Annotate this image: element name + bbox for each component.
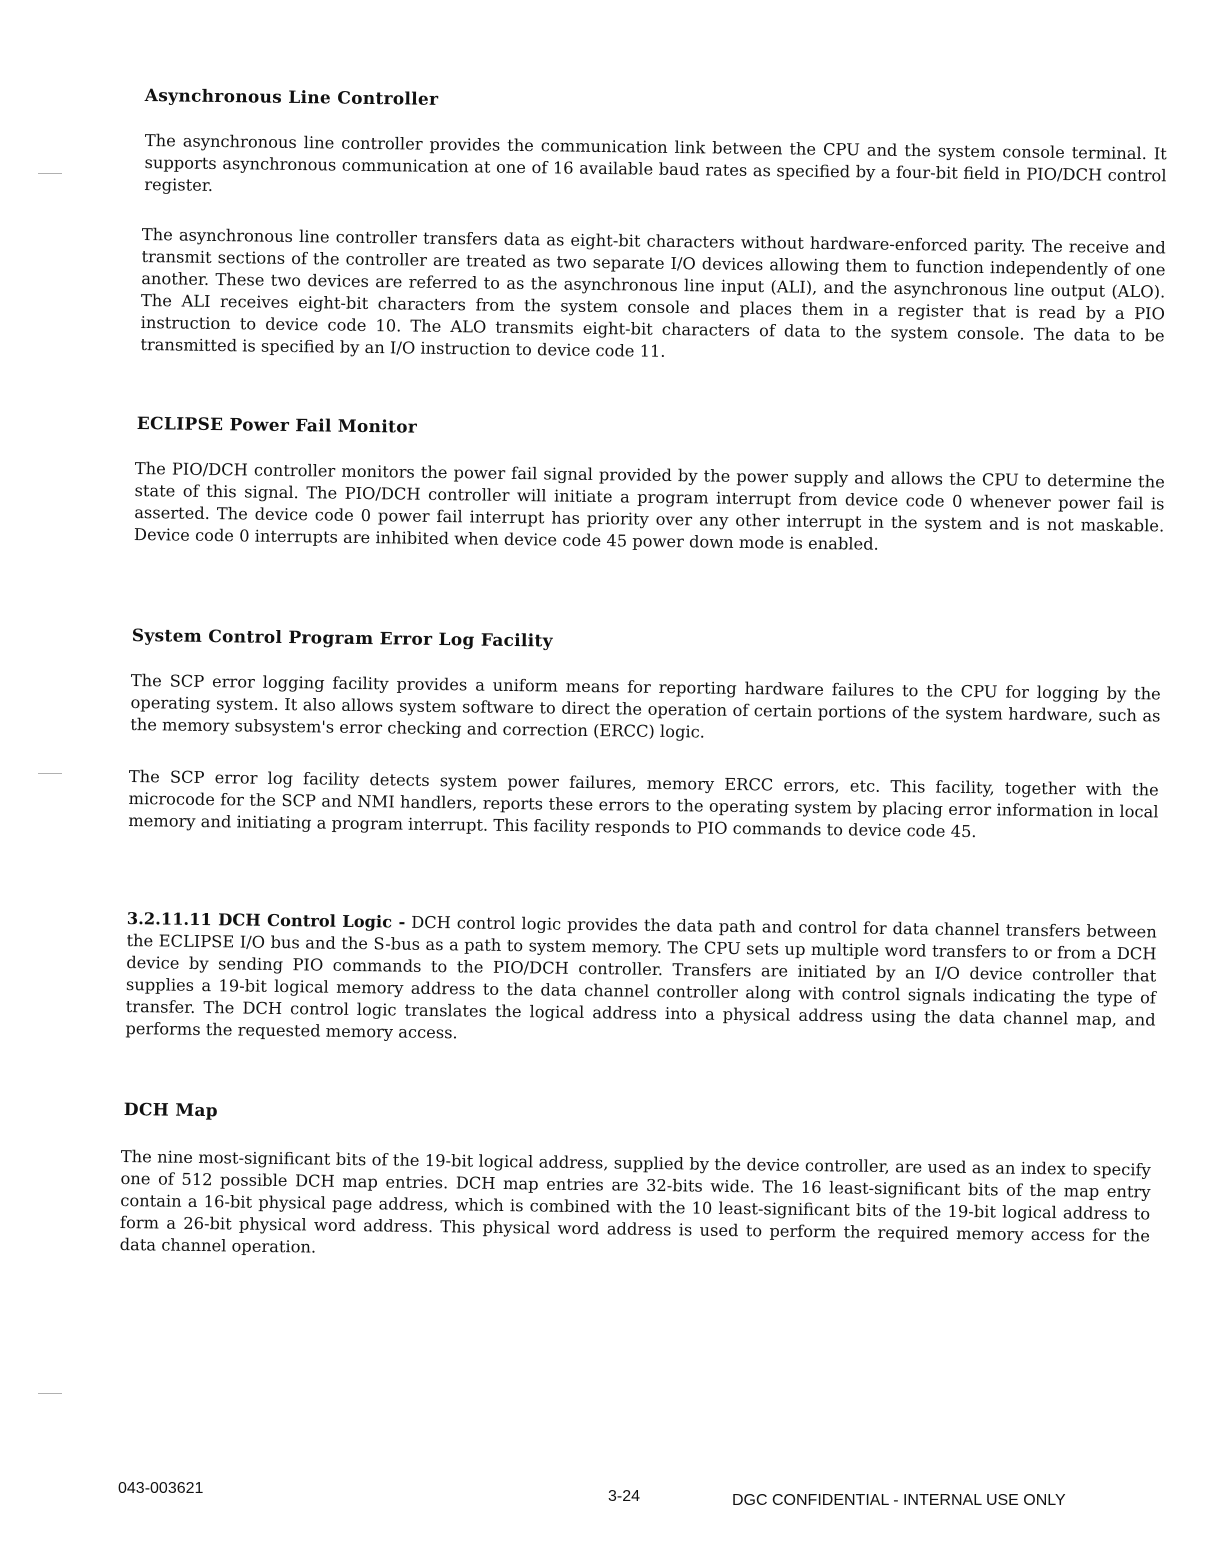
paragraph-text: The nine most-significant bits of the 19-bit logical address, supplied by the device controller, are used as an index to specify one of 512 possible DCH map entries. DCH map entries are 32-bits wide. The 16 least-significant bits of the map entry contain a 16-bit physical page address, which is combined with the 10 least-significant bits of the 19-bit logical address to form a 26-bit physical word address. This physical word address is used to perform the required memory access for the data channel operation. — [119, 1146, 1151, 1257]
paragraph-text: The asynchronous line controller transfers data as eight-bit characters without hardware-enforced parity. The receive and transmit sections of the controller are treated as two separate I/O devices allowing them to function independently of one another. These two devices are referred to as the asynchronous line input (ALI), and the asynchronous line output (ALO). The ALI receives eight-bit characters from the system console and places them in a register that is read by a PIO instruction to device code 10. The ALO transmits eight-bit characters of data to the system console. The data to be transmitted is specified by an I/O instruction to device code 11. — [140, 224, 1166, 361]
paragraph — [134, 458, 1165, 559]
section-async-line-controller — [145, 86, 1167, 119]
paragraph — [128, 766, 1159, 845]
footer-doc-number: 043-003621 — [118, 1480, 204, 1497]
paragraph-text: The SCP error logging facility provides a uniform means for reporting hardware failures to the CPU for logging by the operating system. It also allows system software to direct the operation of certain portions of the system hardware, such as the memory subsystem's error checking and correction (ERCC) logic. — [130, 670, 1161, 742]
section-heading: Asynchronous Line Controller — [144, 86, 439, 110]
margin-mark — [38, 173, 62, 174]
paragraph — [144, 130, 1167, 209]
paragraph — [130, 670, 1161, 749]
section-scp-error-log — [132, 626, 1162, 659]
paragraph-text: The SCP error log facility detects system power failures, memory ERCC errors, etc. This facility, together with the microcode for the SCP and NMI handlers, reports these errors to the operating system by placing error information in local memory and initiating a program interrupt. This facility responds to PIO commands to device code 45. — [128, 766, 1159, 842]
section-dch-map — [124, 1100, 1154, 1133]
footer-confidentiality: DGC CONFIDENTIAL - INTERNAL USE ONLY — [732, 1492, 1066, 1509]
margin-mark — [38, 773, 62, 774]
section-heading: ECLIPSE Power Fail Monitor — [136, 414, 418, 438]
margin-mark — [38, 1393, 62, 1394]
section-power-fail-monitor — [137, 414, 1165, 447]
section-heading: DCH Map — [123, 1100, 219, 1122]
paragraph-text: The asynchronous line controller provides the communication link between the CPU and the system console terminal. It supports asynchronous communication at one of 16 available baud rates as specified by a four-bit field in PIO/DCH control register. — [144, 130, 1167, 195]
footer-page-number: 3-24 — [608, 1488, 641, 1505]
inline-heading: 3.2.11.11 DCH Control Logic - — [126, 908, 406, 932]
paragraph — [120, 1146, 1151, 1269]
section-dch-control-logic — [125, 908, 1157, 1053]
paragraph-text — [125, 908, 1157, 1053]
section-heading: System Control Program Error Log Facility — [131, 626, 553, 652]
paragraph-text: The PIO/DCH controller monitors the power fail signal provided by the power supply and allows the CPU to determine the state of this signal. The PIO/DCH controller will initiate a program interrupt from device code 0 whenever power fail is asserted. The device code 0 power fail interrupt has priority over any other interrupt in the system and is not maskable. Device code 0 interrupts are inhibited when device code 45 power down mode is enabled. — [133, 458, 1165, 554]
paragraph — [140, 224, 1166, 369]
paragraph-body: DCH control logic provides the data path and control for data channel transfers between the ECLIPSE I/O bus and the S-bus as a path to system memory. The CPU sets up multiple word transfers to or from a DCH device by sending PIO commands to the PIO/DCH controller. Transfers are initiated by an I/O device controller that supplies a 19-bit logical memory address to the data channel controller along with control signals indicating the type of transfer. The DCH control logic translates the logical address into a physical address using the data channel map, and performs the requested memory access. — [125, 912, 1157, 1043]
